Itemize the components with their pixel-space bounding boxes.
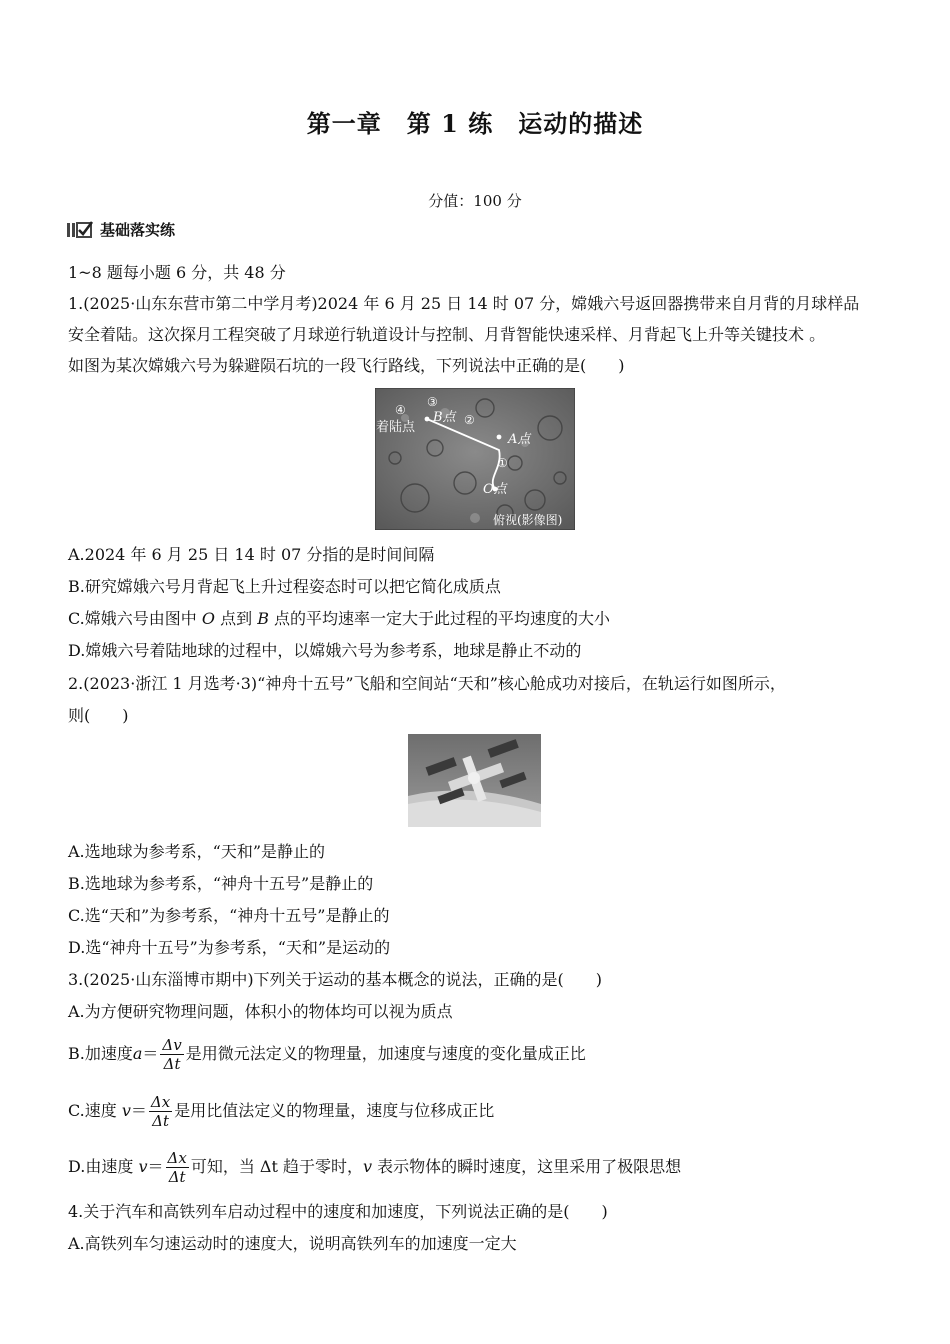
scoring-intro: 1~8 题每小题 6 分，共 48 分 xyxy=(68,263,286,282)
formula-fraction: $\frac{\Delta v}{\Delta t}$ xyxy=(162,1036,182,1073)
q2-option-d: D.选“神舟十五号”为参考系，“天和”是运动的 xyxy=(68,938,391,957)
section-title: 基础落实练 xyxy=(100,221,176,239)
fig-label-o: O点 xyxy=(483,482,507,497)
fig-label-a: A点 xyxy=(508,432,531,447)
q2-option-a: A.选地球为参考系，“天和”是静止的 xyxy=(68,842,326,861)
checklist-icon xyxy=(66,221,94,239)
q2-stem-line1: 2.(2023·浙江 1 月选考·3)“神舟十五号”飞船和空间站“天和”核心舱成功对接后，在轨运行如图所示， xyxy=(68,674,786,693)
q4-option-a: A.高铁列车匀速运动时的速度大，说明高铁列车的加速度一定大 xyxy=(68,1234,517,1253)
q4-stem: 4.关于汽车和高铁列车启动过程中的速度和加速度，下列说法正确的是( ) xyxy=(68,1202,608,1221)
space-station-figure xyxy=(408,734,541,827)
fig-caption: 俯视(影像图) xyxy=(493,513,563,527)
q3-option-b: B.加速度a＝ $\frac{\Delta v}{\Delta t}$ 是用微元法定义的物理量，加速度与速度的变化量成正比 xyxy=(68,1036,586,1073)
page-title: 第一章 第 1 练 运动的描述 xyxy=(306,109,644,138)
q3-option-c: C.速度 v＝ $\frac{\Delta x}{\Delta t}$ 是用比值法定义的物理量，速度与位移成正比 xyxy=(68,1093,495,1130)
q2-option-c: C.选“天和”为参考系，“神舟十五号”是静止的 xyxy=(68,906,390,925)
formula-fraction: $\frac{\Delta x}{\Delta t}$ xyxy=(150,1093,171,1130)
q1-stem-line3: 如图为某次嫦娥六号为躲避陨石坑的一段飞行路线，下列说法中正确的是( ) xyxy=(68,356,625,375)
q1-option-b: B.研究嫦娥六号月背起飞上升过程姿态时可以把它简化成质点 xyxy=(68,577,501,596)
q3-option-a: A.为方便研究物理问题，体积小的物体均可以视为质点 xyxy=(68,1002,453,1021)
q3-option-d: D.由速度 v＝ $\frac{\Delta x}{\Delta t}$ 可知，当 Δt 趋于零时，v 表示物体的瞬时速度，这里采用了极限思想 xyxy=(68,1149,682,1186)
q1-stem-line1: 1.(2025·山东东营市第二中学月考)2024 年 6 月 25 日 14 时 07 分，嫦娥六号返回器携带来自月背的月球样品 xyxy=(68,294,860,313)
section-header xyxy=(66,219,175,240)
q1-stem-line2: 安全着陆。这次探月工程突破了月球逆行轨道设计与控制、月背智能快速采样、月背起飞上升等关键技术 。 xyxy=(68,325,826,344)
q1-option-c: C.嫦娥六号由图中 O 点到 B 点的平均速率一定大于此过程的平均速度的大小 xyxy=(68,609,611,628)
formula-fraction: $\frac{\Delta x}{\Delta t}$ xyxy=(167,1149,187,1186)
fig-label-b: B点 xyxy=(433,410,456,425)
q2-stem-line2: 则( ) xyxy=(68,706,129,725)
moon-trajectory-figure xyxy=(375,388,575,530)
q2-option-b: B.选地球为参考系，“神舟十五号”是静止的 xyxy=(68,874,374,893)
q3-stem: 3.(2025·山东淄博市期中)下列关于运动的基本概念的说法，正确的是( ) xyxy=(68,970,603,989)
fig-label-c2: ② xyxy=(464,413,475,427)
fig-label-landing: 着陆点 xyxy=(376,420,416,435)
q1-option-a: A.2024 年 6 月 25 日 14 时 07 分指的是时间间隔 xyxy=(68,545,435,564)
fig-label-c1: ① xyxy=(497,456,508,470)
fig-label-c3: ③ xyxy=(427,395,438,409)
q1-option-d: D.嫦娥六号着陆地球的过程中，以嫦娥六号为参考系，地球是静止不动的 xyxy=(68,641,582,660)
fig-label-c4: ④ xyxy=(395,403,406,417)
score-label: 分值：100 分 xyxy=(428,192,522,210)
